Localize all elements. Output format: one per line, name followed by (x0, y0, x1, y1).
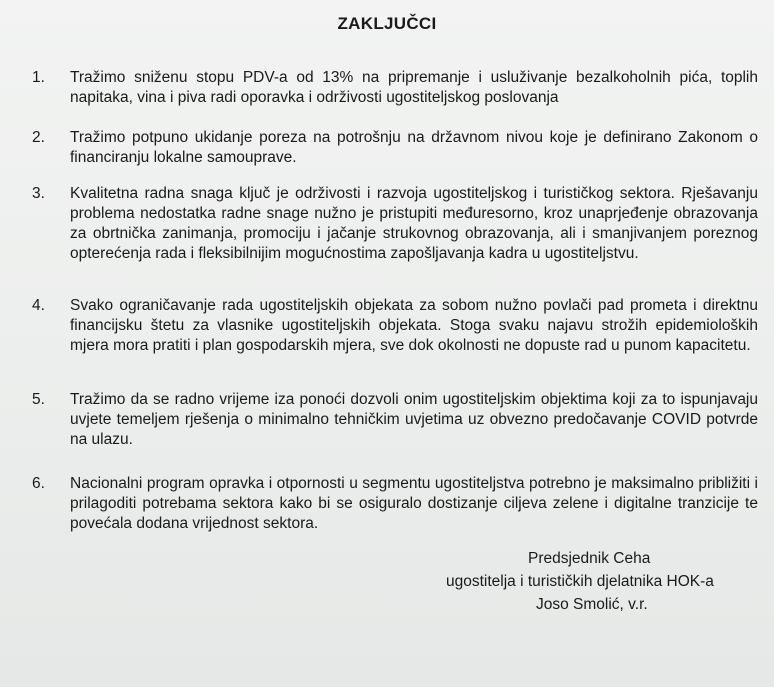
item-number: 6. (32, 475, 45, 492)
conclusion-item-6 (32, 474, 762, 534)
signature-title: Predsjednik Ceha (528, 550, 651, 567)
item-text: Svako ograničavanje rada ugostiteljskih objekata za sobom nužno povlači pad prometa i direktnu financijsku štetu za vlasnike ugostiteljskih objekata. Stoga svaku najavu strožih epidemioloških mjera mora pratiti i plan gospodarskih mjera, sve dok okolnosti ne dopuste rad u punom kapacitetu. (70, 297, 758, 354)
document-title: ZAKLJUČCI (337, 14, 437, 33)
item-text: Kvalitetna radna snaga ključ je održivosti i razvoja ugostiteljskog i turističkog sektora. Rješavanju problema nedostatka radne snage nužno je pristupiti međuresorno, kroz unaprjeđenje obrazovanja za obrtnička zanimanja, promociju i jačanje strukovnog obrazovanja, ali i smanjivanjem poreznog opterećenja rada i fleksibilnijim mogućnostima zapošljavanja kadra u ugostiteljstvu. (70, 185, 758, 262)
item-text: Tražimo sniženu stopu PDV-a od 13% na pripremanje i usluživanje bezalkoholnih pića, toplih napitaka, vina i piva radi oporavka i održivosti ugostiteljskog poslovanja (70, 69, 758, 106)
item-text: Tražimo da se radno vrijeme iza ponoći dozvoli onim ugostiteljskim objektima koji za to ispunjavaju uvjete temeljem rješenja o minimalno tehničkim uvjetima uz obvezno predočavanje COVID potvrde na ulazu. (70, 391, 758, 448)
item-text: Nacionalni program opravka i otpornosti u segmentu ugostiteljstva potrebno je maksimalno približiti i prilagoditi potrebama sektora kako bi se osiguralo dostizanje ciljeva zelene i digitalne tranzicije te povećala dodana vrijednost sektora. (70, 475, 758, 532)
item-number: 4. (32, 297, 45, 314)
item-number: 5. (32, 391, 45, 408)
conclusion-item-4 (32, 296, 762, 356)
conclusion-item-1 (32, 68, 762, 108)
signature-name: Joso Smolić, v.r. (536, 596, 648, 613)
conclusion-item-2 (32, 128, 762, 168)
conclusion-item-3 (32, 184, 762, 264)
signature-organization: ugostitelja i turističkih djelatnika HOK-a (446, 573, 714, 590)
item-number: 2. (32, 129, 45, 146)
item-number: 3. (32, 185, 45, 202)
item-text: Tražimo potpuno ukidanje poreza na potrošnju na državnom nivou koje je definirano Zakonom o financiranju lokalne samouprave. (70, 129, 758, 166)
item-number: 1. (32, 69, 45, 86)
conclusion-item-5 (32, 390, 762, 450)
